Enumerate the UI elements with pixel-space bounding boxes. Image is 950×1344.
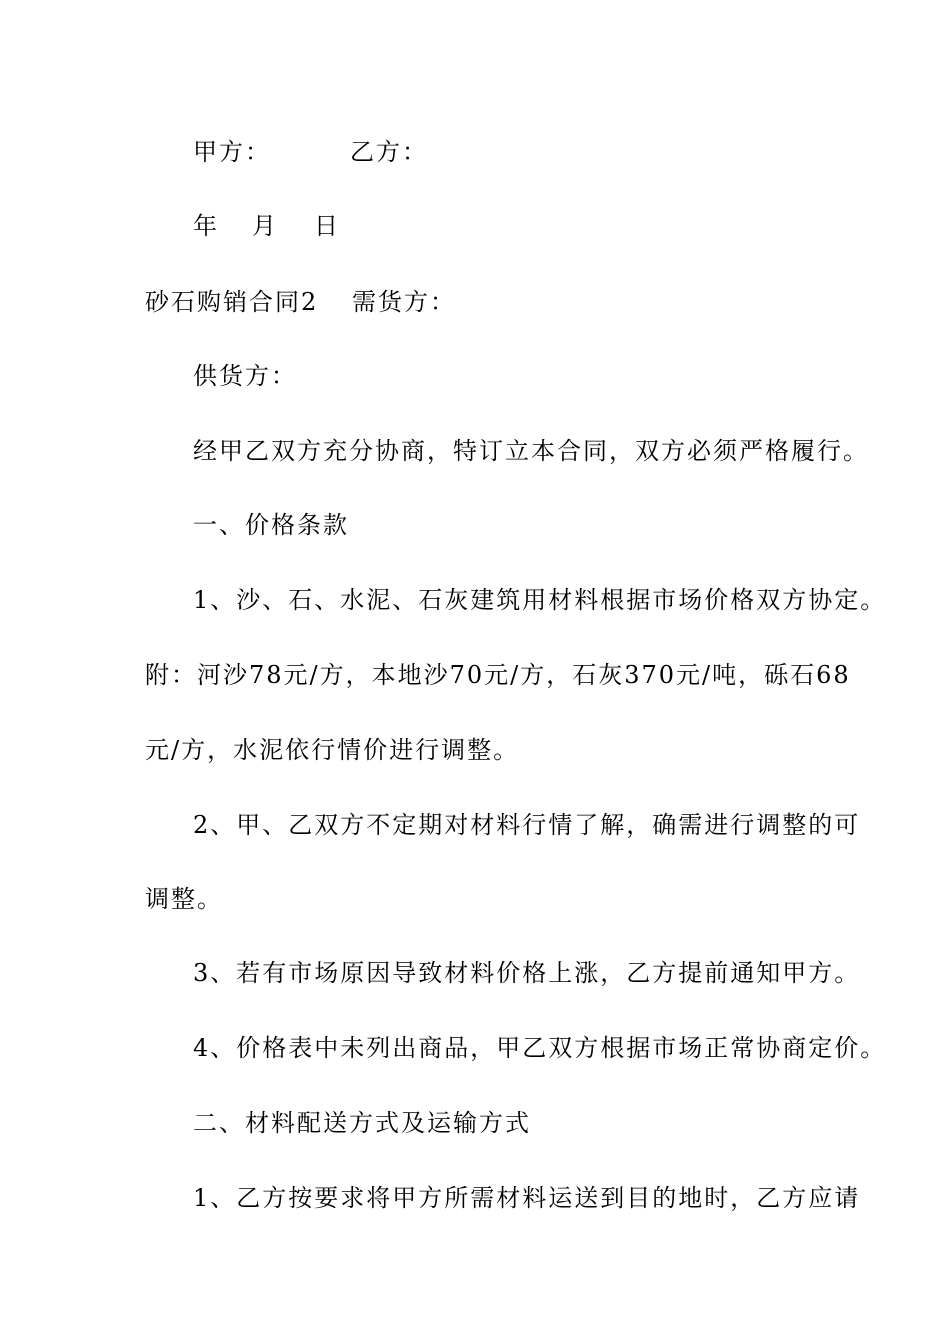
supplier-label: 供货方： [193,362,297,390]
party-b-label: 乙方： [350,138,428,166]
delivery-item-1-line-1: 1、乙方按要求将甲方所需材料运送到目的地时，乙方应请 [193,1184,861,1212]
intro-paragraph: 经甲乙双方充分协商，特订立本合同，双方必须严格履行。 [193,437,869,465]
contract-title: 砂石购销合同2 [145,288,319,316]
date-month: 月 [252,212,278,240]
buyer-label: 需货方： [352,288,456,316]
party-a-label: 甲方： [193,138,271,166]
section-heading-price: 一、价格条款 [193,511,349,539]
price-item-3: 3、若有市场原因导致材料价格上涨，乙方提前通知甲方。 [193,959,861,987]
price-annex-line-1: 附：河沙78元/方，本地沙70元/方，石灰370元/吨，砾石68 [145,661,851,689]
price-item-1: 1、沙、石、水泥、石灰建筑用材料根据市场价格双方协定。 [193,586,887,614]
date-day: 日 [314,212,340,240]
date-year: 年 [193,212,219,240]
section-heading-delivery: 二、材料配送方式及运输方式 [193,1109,531,1137]
price-item-4: 4、价格表中未列出商品，甲乙双方根据市场正常协商定价。 [193,1034,887,1062]
price-item-2-line-1: 2、甲、乙双方不定期对材料行情了解，确需进行调整的可 [193,811,861,839]
price-annex-line-2: 元/方，水泥依行情价进行调整。 [145,736,520,764]
price-item-2-line-2: 调整。 [145,885,223,913]
